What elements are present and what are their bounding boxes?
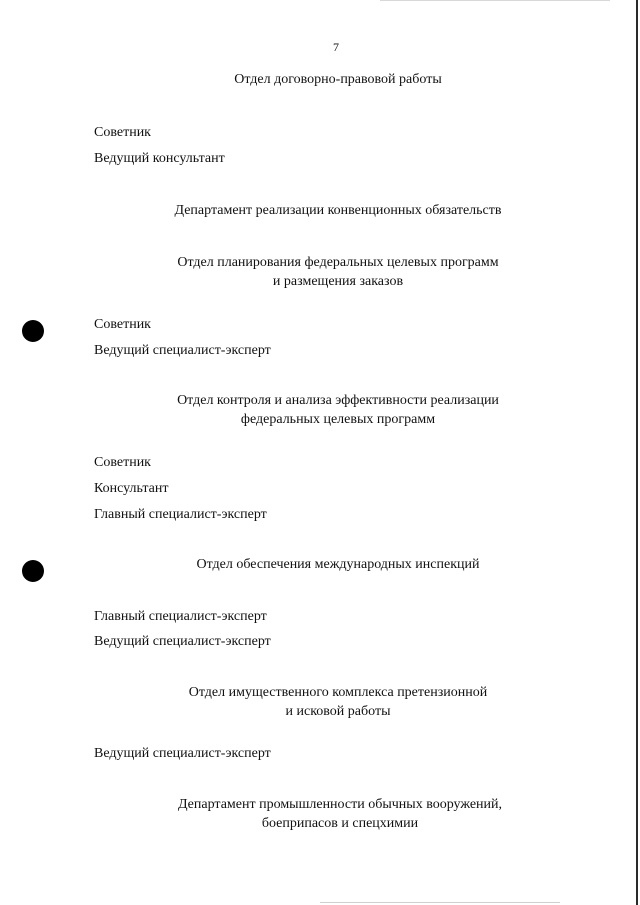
section-heading-inspections: Отдел обеспечения международных инспекций xyxy=(196,557,480,572)
department-heading-conventional-weapons: Департамент промышленности обычных вооружений, боеприпасов и спецхимии xyxy=(177,797,503,831)
scan-edge-right xyxy=(636,0,638,905)
position-item: Советник xyxy=(94,125,151,140)
page-number: 7 xyxy=(333,40,339,54)
punch-hole xyxy=(22,560,44,582)
position-item: Советник xyxy=(94,455,151,470)
section-heading-property-claims: Отдел имущественного комплекса претензионной и исковой работы xyxy=(188,685,488,719)
position-item: Консультант xyxy=(94,481,169,496)
department-heading-conventions: Департамент реализации конвенционных обязательств xyxy=(174,203,502,218)
position-item: Главный специалист-эксперт xyxy=(94,507,267,522)
position-item: Ведущий специалист-эксперт xyxy=(94,746,271,761)
position-item: Главный специалист-эксперт xyxy=(94,609,267,624)
position-item: Ведущий специалист-эксперт xyxy=(94,343,271,358)
position-item: Ведущий специалист-эксперт xyxy=(94,634,271,649)
section-heading-contract-legal: Отдел договорно-правовой работы xyxy=(234,72,442,87)
scan-edge-top xyxy=(380,0,610,1)
section-heading-control-analysis: Отдел контроля и анализа эффективности реализации федеральных целевых программ xyxy=(177,393,499,427)
section-heading-planning: Отдел планирования федеральных целевых программ и размещения заказов xyxy=(177,255,499,289)
punch-hole xyxy=(22,320,44,342)
scan-edge-bottom xyxy=(320,902,560,903)
position-item: Ведущий консультант xyxy=(94,151,225,166)
position-item: Советник xyxy=(94,317,151,332)
